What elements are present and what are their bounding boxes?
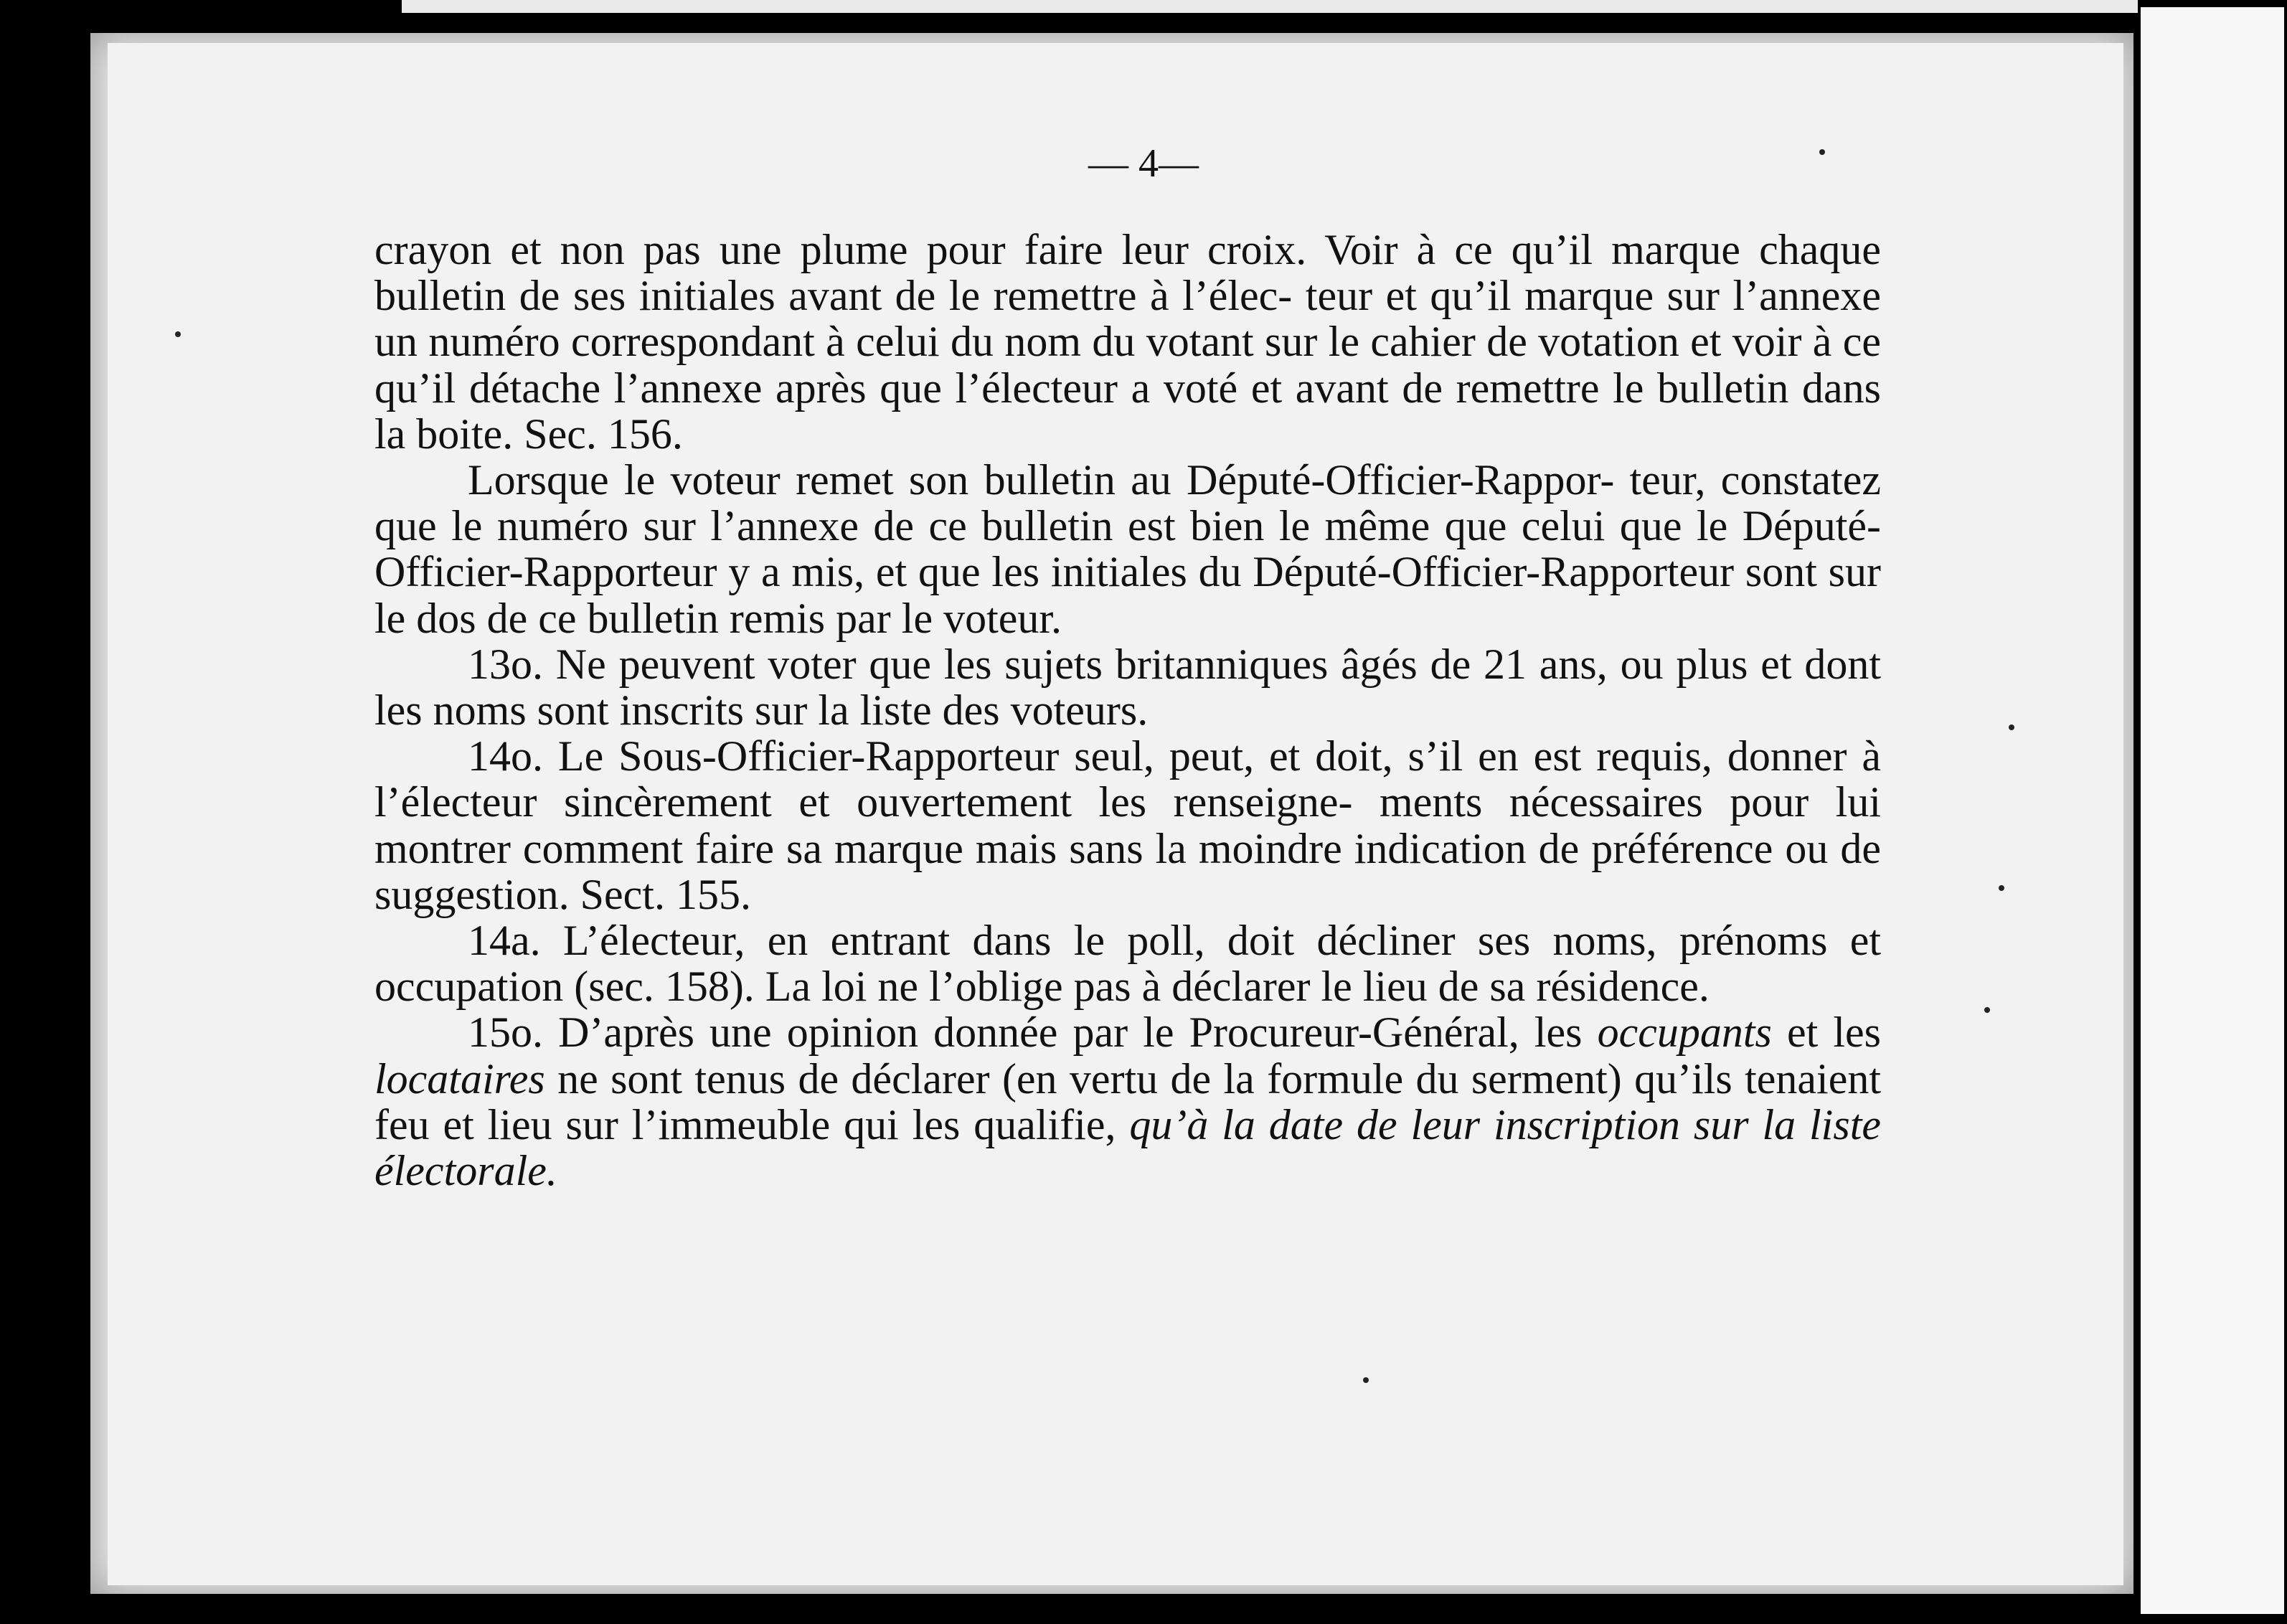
text-line: même que celui que le Député-Officier-Rapporteur y a mis, et que les [374,502,1882,596]
page-number: — 4— [1088,141,1199,186]
paragraph-continuation [374,227,1881,457]
text-fragment: ne sont tenus de déclarer (en vertu de la [544,1054,1255,1103]
scan-speck [1999,885,2004,891]
text-line: ou plus et dont les noms sont inscrits sur la liste des voteurs. [374,640,1882,735]
text-line: remis par le voteur. [729,594,1062,642]
scan-speck [1819,149,1825,155]
text-line: lieu de sa résidence. [1362,963,1710,1011]
italic-closing-clause: qu’à la date de leur inscription sur la liste électorale. [374,1100,1881,1195]
paragraph-14a [374,917,1881,1009]
text-line: 15o. D’après une opinion donnée par le Procureur-Général, les [468,1009,1583,1057]
text-line: ments nécessaires pour lui montrer comment faire sa marque mais [374,778,1881,872]
scan-speck [1984,1007,1990,1013]
right-margin-strip [2141,7,2284,1614]
text-line: dans la boite. Sec. 156. [374,364,1881,458]
paragraph-14o [374,733,1881,917]
text-line: requis, donner à l’électeur sincèrement et ouvertement les renseigne- [374,732,1882,826]
text-line: teur et qu’il marque sur l’annexe un numéro correspondant à celui du [374,272,1882,366]
text-line: Lorsque le voteur remet son bulletin au Député-Officier-Rappor- [468,456,1615,504]
text-fragment: qualifie, [973,1100,1130,1148]
text-line: 14o. Le Sous-Officier-Rapporteur seul, peut, et doit, s’il en est [468,732,1582,780]
text-line: crayon et non pas une plume pour faire leur croix. Voir à ce qu’il [374,226,1593,273]
text-line: sans la moindre indication de préférence ou de suggestion. Sect. 155. [374,824,1881,918]
text-line: 13o. Ne peuvent voter que les sujets britanniques âgés de 21 ans, [468,640,1608,688]
text-line: l’annexe après que l’électeur a voté et avant de remettre le bulletin [613,364,1789,412]
italic-term-occupants: occupants [1597,1009,1772,1057]
text-line: initiales du Député-Officier-Rapporteur sont sur le dos de ce bulletin [374,548,1881,642]
text-line: nom du votant sur le cahier de votation et voir à ce qu’il détache [374,318,1882,412]
scan-top-edge [402,0,2138,13]
paragraph-13o [374,641,1881,733]
paragraph-15o [374,1009,1881,1194]
paragraph-lorsque [374,457,1881,641]
scan-speck [175,331,181,337]
text-line: prénoms et occupation (sec. 158). La loi ne l’oblige pas à déclarer le [374,917,1882,1011]
text-line: marque chaque bulletin de ses initiales avant de le remettre à l’élec- [374,226,1882,320]
text-line: formule du serment) qu’ils tenaient feu et lieu sur l’immeuble qui les [374,1054,1882,1148]
text-line: 14a. L’électeur, en entrant dans le poll, doit décliner ses noms, [468,917,1657,965]
text-line: teur, constatez que le numéro sur l’annexe de ce bulletin est bien le [374,456,1882,550]
document-body [374,227,1881,1194]
scan-speck [2009,724,2014,730]
text-fragment: et les [1771,1009,1882,1057]
scan-speck [1363,1377,1369,1383]
italic-term-locataires: locataires [374,1054,545,1103]
